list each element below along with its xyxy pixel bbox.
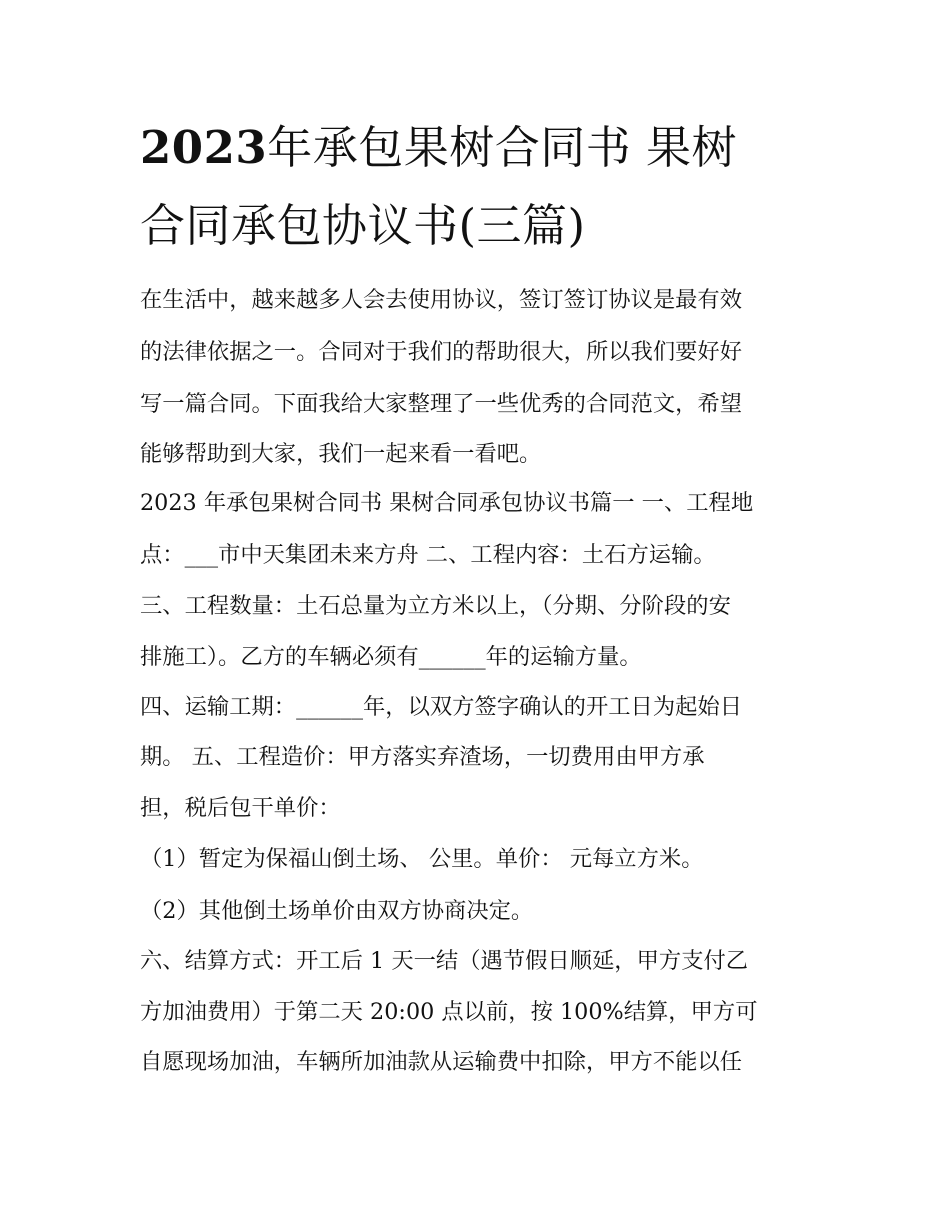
document-title-line-1 [140, 122, 737, 174]
paragraph-line: 六、结算方式：开工后 1 天一结（遇节假日顺延，甲方支付乙 [140, 948, 749, 974]
paragraph-line: 排施工）。乙方的车辆必须有______年的运输方量。 [140, 644, 642, 670]
paragraph-line: 担，税后包干单价： [140, 795, 341, 821]
paragraph-line: 三、工程数量：土石总量为立方米以上，（分期、分阶段的安 [140, 593, 731, 619]
paragraph-line: 四、运输工期：______年，以双方签字确认的开工日为起始日 [140, 694, 743, 720]
paragraph-line: 能够帮助到大家，我们一起来看一看吧。 [140, 441, 542, 467]
document-title-line-2: 合同承包协议书(三篇) [140, 199, 586, 252]
paragraph-line: 点：___市中天集团未来方舟 二、工程内容：土石方运输。 [140, 542, 716, 568]
paragraph-line: （2）其他倒土场单价由双方协商决定。 [140, 898, 534, 924]
paragraph-line: （1）暂定为保福山倒土场、 公里。单价： 元每立方米。 [140, 846, 704, 872]
paragraph-line: 自愿现场加油，车辆所加油款从运输费中扣除，甲方不能以任 [140, 1049, 743, 1075]
paragraph-line: 在生活中，越来越多人会去使用协议，签订签订协议是最有效 [140, 287, 743, 313]
paragraph-line: 写一篇合同。下面我给大家整理了一些优秀的合同范文，希望 [140, 391, 743, 417]
paragraph-line: 2023 年承包果树合同书 果树合同承包协议书篇一 一、工程地 [140, 490, 754, 516]
paragraph-line: 期。 五、工程造价：甲方落实弃渣场，一切费用由甲方承 [140, 744, 705, 770]
paragraph-line: 方加油费用）于第二天 20:00 点以前，按 100%结算，甲方可 [140, 999, 758, 1025]
title-year: 2023 [140, 121, 268, 174]
title-text-1: 年承包果树合同书 果树 [267, 121, 738, 174]
paragraph-line: 的法律依据之一。合同对于我们的帮助很大，所以我们要好好 [140, 339, 743, 365]
